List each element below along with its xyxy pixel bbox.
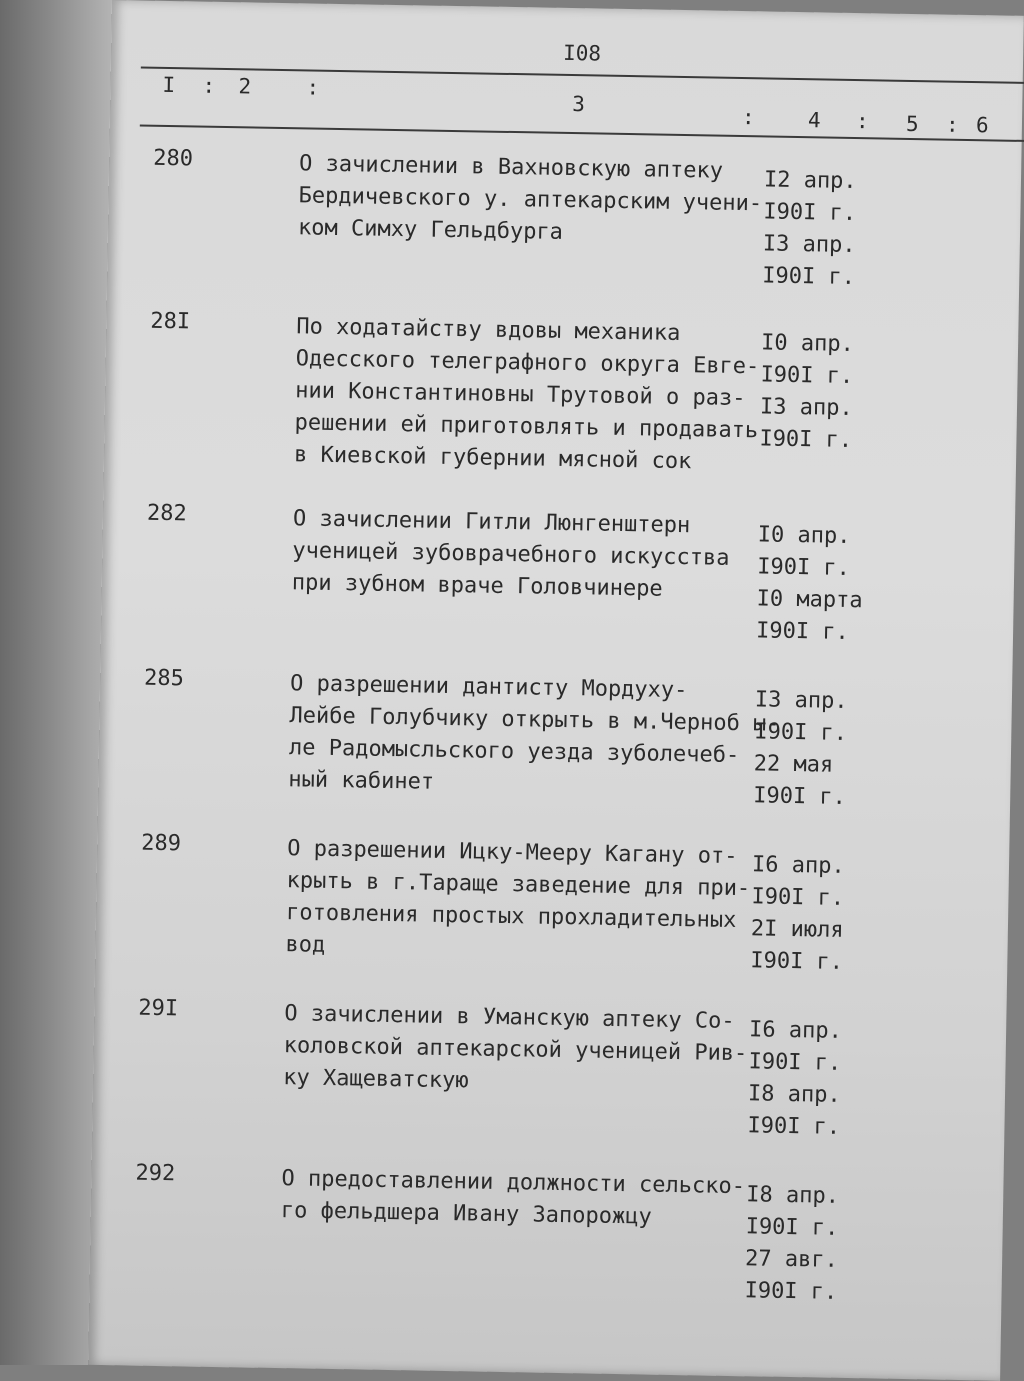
- entry-text: [281, 1163, 752, 1235]
- entry-date: I2 апр.: [763, 167, 857, 195]
- entry-text: [283, 998, 755, 1102]
- entry-text-line: ку Хащеватскую: [283, 1065, 469, 1094]
- entry-dates: [756, 519, 864, 649]
- entry-date: I8 апр.: [747, 1081, 841, 1108]
- entry-text-line: при зубном враче Головчинере: [291, 570, 663, 602]
- entry-text-line: Одесского телеграфного округа Евге-: [295, 346, 760, 380]
- entry-number: 289: [141, 830, 182, 857]
- entry-text: [285, 833, 757, 969]
- entry-dates: [759, 327, 854, 457]
- entry-text-line: Бердичевского у. аптекарским учени-: [298, 183, 763, 217]
- entry-dates: [762, 164, 857, 294]
- entry-date: I90I г.: [752, 783, 847, 810]
- register-entry: [100, 665, 1000, 810]
- entry-text: [288, 668, 780, 804]
- entry-date: I0 марта: [756, 586, 863, 614]
- entry-text-line: ученицей зубоврачебного искусства: [292, 538, 730, 571]
- entry-number: 29I: [138, 995, 179, 1022]
- entry-date: I90I г.: [745, 1214, 839, 1241]
- entry-text-line: О разрешении Ицку-Мееру Кагану от-: [286, 836, 738, 870]
- register-entry: [95, 995, 995, 1140]
- entry-date: 27 авг.: [744, 1246, 839, 1273]
- entry-text-line: коловской аптекарской ученицей Рив-: [283, 1033, 748, 1067]
- header-top-rule: [141, 67, 1024, 85]
- entry-text-line: ле Радомысльского уезда зуболечеб-: [288, 735, 740, 769]
- entry-dates: [750, 849, 845, 979]
- register-entry: [92, 1160, 992, 1305]
- entry-text-line: крыть в г.Тараще заведение для при-: [286, 868, 751, 902]
- register-entry: [109, 145, 1009, 291]
- entry-date: I90I г.: [751, 884, 845, 911]
- column-separator: :: [202, 73, 216, 98]
- entry-text-line: го фельдшера Ивану Запорожцу: [280, 1198, 652, 1230]
- entry-text-line: ком Симху Гельдбурга: [297, 215, 564, 245]
- entry-date: I90I г.: [760, 362, 854, 389]
- column-header: 6: [975, 113, 989, 138]
- entry-text: [294, 311, 767, 479]
- entry-date: I0 апр.: [760, 330, 855, 357]
- entry-date: I90I г.: [744, 1278, 838, 1305]
- column-header: 5: [905, 111, 919, 137]
- register-entry: [107, 308, 1007, 475]
- entry-text-line: О разрешении дантисту Мордуху-: [289, 671, 688, 704]
- entry-date: I90I г.: [759, 426, 853, 453]
- entry-dates: [744, 1179, 839, 1309]
- entry-text: [298, 148, 770, 252]
- entry-number: 280: [153, 145, 194, 172]
- entry-dates: [747, 1014, 842, 1144]
- entry-text-line: О зачислении в Вахновскую аптеку: [298, 151, 724, 184]
- page-number: I08: [562, 40, 602, 66]
- entry-text: [292, 503, 764, 607]
- column-separator: :: [306, 75, 320, 100]
- header-bottom-rule: [140, 125, 1024, 143]
- column-separator: :: [741, 105, 755, 130]
- entry-text-line: О предоставлении должности сельско-: [281, 1166, 746, 1200]
- entry-number: 28I: [150, 308, 191, 335]
- entry-date: I6 апр.: [751, 852, 845, 879]
- entry-text-line: По ходатайству вдовы механика: [296, 314, 681, 346]
- entry-number: 292: [135, 1160, 176, 1187]
- entry-date: I90I г.: [754, 719, 848, 746]
- entry-text-line: Лейбе Голубчику открыть в м.Черноб ы-: [289, 703, 780, 737]
- entry-text-line: вод: [285, 932, 326, 958]
- column-header: 4: [807, 108, 821, 133]
- register-entry: [103, 500, 1003, 645]
- column-header: 2: [238, 74, 252, 99]
- entry-text-line: в Киевской губернии мясной сок: [293, 442, 692, 475]
- entry-text-line: нии Константиновны Трутовой о раз-: [294, 378, 746, 412]
- column-separator: :: [855, 109, 869, 134]
- document-page: [88, 0, 1024, 1381]
- entry-date: I3 апр.: [754, 687, 848, 714]
- entry-date: I0 апр.: [757, 522, 851, 549]
- entry-number: 282: [146, 500, 188, 527]
- entry-date: I90I г.: [747, 1113, 841, 1140]
- entry-number: 285: [143, 665, 185, 692]
- entry-text-line: решении ей приготовлять и продавать: [294, 410, 759, 444]
- entry-date: I8 апр.: [746, 1182, 840, 1209]
- entry-date: I90I г.: [755, 618, 850, 645]
- column-separator: :: [945, 112, 959, 137]
- entry-date: I90I г.: [756, 554, 851, 581]
- entry-text-line: О зачислении Гитли Люнгенштерн: [292, 506, 691, 539]
- column-header: I: [162, 72, 176, 98]
- entry-date: 2I июля: [750, 916, 844, 943]
- entry-date: I3 апр.: [762, 231, 856, 259]
- entry-text-line: готовления простых прохладительных: [285, 900, 737, 934]
- entry-text-line: О зачислении в Уманскую аптеку Со-: [284, 1001, 735, 1035]
- entry-text-line: ный кабинет: [288, 767, 435, 795]
- entry-date: I3 апр.: [759, 394, 853, 421]
- entry-date: I90I г.: [750, 948, 844, 975]
- entry-date: I90I г.: [748, 1049, 842, 1076]
- entry-date: 22 мая: [753, 751, 834, 778]
- column-header: 3: [572, 92, 586, 117]
- entry-date: I90I г.: [763, 199, 857, 227]
- register-entry: [98, 830, 998, 975]
- entry-date: I90I г.: [762, 263, 856, 291]
- entry-dates: [753, 684, 848, 814]
- entry-date: I6 апр.: [748, 1017, 843, 1044]
